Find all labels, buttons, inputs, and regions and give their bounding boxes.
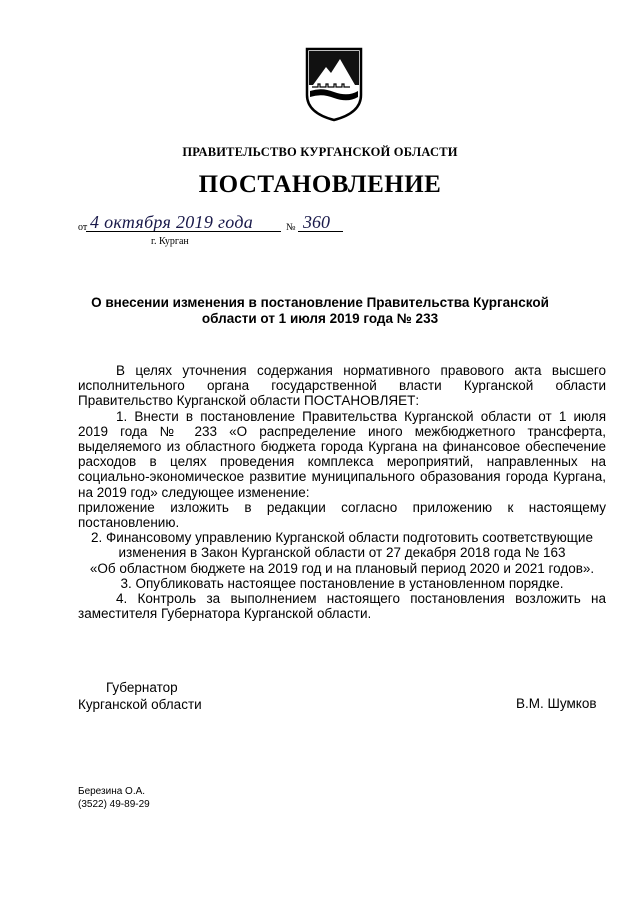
government-name: ПРАВИТЕЛЬСТВО КУРГАНСКОЙ ОБЛАСТИ bbox=[182, 145, 458, 159]
preamble-paragraph: В целях уточнения содержания нормативного правового акта высшего исполнительного органа государственной власти Курганской области Правительство Курганской области ПОСТАНОВЛЯЕТ: bbox=[78, 363, 606, 409]
date-prefix: от bbox=[78, 222, 88, 233]
position-line-2: Курганской области bbox=[78, 697, 202, 712]
date-underline bbox=[86, 231, 281, 232]
number-sign: № bbox=[286, 222, 296, 233]
signatory-name: В.М. Шумков bbox=[516, 696, 597, 711]
coat-of-arms-emblem bbox=[304, 47, 364, 122]
item-1-change-paragraph: приложение изложить в редакции согласно приложению к настоящему постановлению. bbox=[78, 499, 606, 531]
item-2-line-1: 2. Финансовому управлению Курганской области подготовить соответствующие bbox=[91, 530, 593, 546]
handwritten-number: 360 bbox=[303, 212, 330, 232]
handwritten-date: 4 октября 2019 года bbox=[90, 212, 254, 232]
number-underline bbox=[298, 231, 343, 232]
executor-name: Березина О.А. bbox=[78, 786, 146, 797]
date-number-line bbox=[78, 214, 378, 254]
item-2-line-2: изменения в Закон Курганской области от 27 декабря 2018 года № 163 bbox=[118, 545, 566, 561]
item-1-paragraph: 1. Внести в постановление Правительства Курганской области от 1 июля 2019 года № 233 «О распределение иного межбюджетного трансферта, выделяемого из областного бюджета города Кургана на финансовое обеспечение расходов в целях проведения комплекса мероприятий, направленных на социально-экономическое развитие муниципального образования города Кургана, на 2019 год» следующее изменение: bbox=[78, 408, 606, 500]
item-3-paragraph: 3. Опубликовать настоящее постановление в установленном порядке. bbox=[120, 575, 564, 591]
document-type-title: ПОСТАНОВЛЕНИЕ bbox=[198, 171, 442, 198]
subject-line-1: О внесении изменения в постановление Правительства Курганской bbox=[91, 295, 549, 310]
item-4-paragraph: 4. Контроль за выполнением настоящего постановления возложить на заместителя Губернатора Курганской области. bbox=[78, 591, 606, 622]
position-line-1: Губернатор bbox=[106, 680, 178, 695]
subject-line-2: области от 1 июля 2019 года № 233 bbox=[201, 311, 439, 326]
place-of-issue: г. Курган bbox=[151, 236, 189, 247]
document-subject bbox=[80, 295, 560, 327]
item-2-line-3: «Об областном бюджете на 2019 год и на плановый период 2020 и 2021 годов». bbox=[89, 560, 595, 576]
executor-phone: (3522) 49-89-29 bbox=[78, 798, 150, 810]
executor-info bbox=[78, 786, 150, 811]
signatory-position bbox=[78, 679, 202, 713]
document-body bbox=[78, 363, 606, 621]
